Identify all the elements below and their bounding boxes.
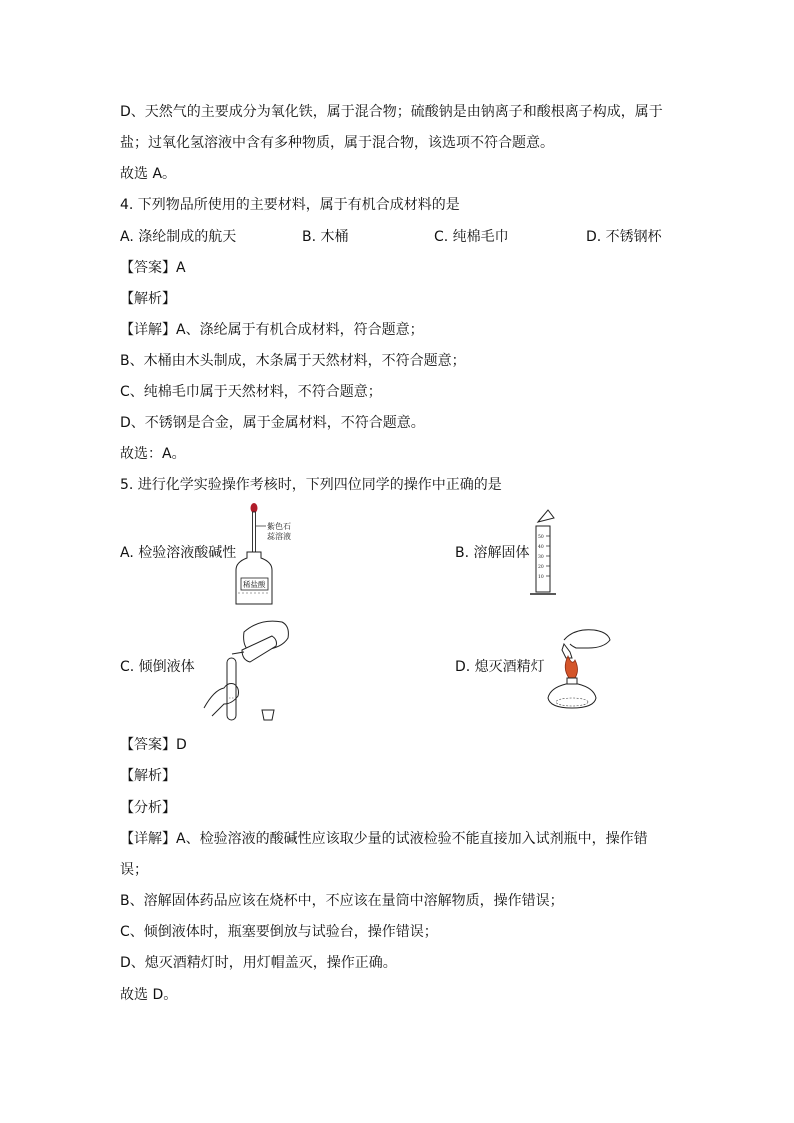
q4-option-d: D. 不锈钢杯 xyxy=(586,229,662,245)
lamp-cap xyxy=(562,644,572,658)
dropper-bottle-figure xyxy=(232,500,310,608)
bottle-stopper xyxy=(262,710,274,720)
q5-option-d: D. 熄灭酒精灯 xyxy=(455,659,545,675)
q3-final-choice: 故选 A。 xyxy=(120,166,177,182)
alcohol-lamp-figure xyxy=(544,626,612,714)
q4-detail-d: D、不锈钢是合金，属于金属材料，不符合题意。 xyxy=(120,415,425,431)
cyl-tick-50: 50 xyxy=(538,535,544,540)
cyl-tick-30: 30 xyxy=(538,555,544,560)
q5-detail-b: B、溶解固体药品应该在烧杯中，不应该在量筒中溶解物质，操作错误； xyxy=(120,893,564,909)
q5-detail-d: D、熄灭酒精灯时，用灯帽盖灭，操作正确。 xyxy=(120,955,397,971)
q5-final-choice: 故选 D。 xyxy=(120,987,178,1003)
dropper-label-1: 紫色石 xyxy=(267,522,291,531)
q5-detail-c: C、倾倒液体时，瓶塞要倒放与试验台，操作错误； xyxy=(120,924,438,940)
q5-detail-a-line2: 误； xyxy=(120,862,148,878)
q3-option-d-line2: 盐；过氧化氢溶液中含有多种物质，属于混合物，该选项不符合题意。 xyxy=(120,135,554,151)
q5-answer: 【答案】D xyxy=(120,737,187,753)
graduated-cylinder-figure xyxy=(528,508,562,598)
q4-stem: 4. 下列物品所使用的主要材料，属于有机合成材料的是 xyxy=(120,197,460,213)
dropper-label-2: 蕊溶液 xyxy=(267,532,291,541)
dropper-bulb xyxy=(251,503,258,513)
q4-option-a: A. 涤纶制成的航天 xyxy=(120,229,237,245)
solid-reagent-paper xyxy=(538,510,554,522)
cyl-tick-20: 20 xyxy=(538,565,544,570)
q5-option-b: B. 溶解固体 xyxy=(455,545,530,561)
q4-detail-c: C、纯棉毛巾属于天然材料，不符合题意； xyxy=(120,384,382,400)
cyl-tick-40: 40 xyxy=(538,545,544,550)
q5-analysis-title: 【解析】 xyxy=(120,768,176,784)
bottle-label: 稀盐酸 xyxy=(243,580,266,589)
extinguishing-hand xyxy=(564,630,610,648)
q4-option-c: C. 纯棉毛巾 xyxy=(434,229,509,245)
flame xyxy=(565,656,577,678)
q4-answer: 【答案】A xyxy=(120,260,186,276)
q5-stem: 5. 进行化学实验操作考核时，下列四位同学的操作中正确的是 xyxy=(120,477,502,493)
q4-option-b: B. 木桶 xyxy=(302,229,349,245)
q5-option-a: A. 检验溶液酸碱性 xyxy=(120,545,237,561)
lamp-body xyxy=(548,684,596,708)
pouring-liquid-figure xyxy=(198,612,298,724)
q5-analysis-sub: 【分析】 xyxy=(120,800,176,816)
cyl-tick-10: 10 xyxy=(538,575,544,580)
q3-option-d-line1: D、天然气的主要成分为氧化铁，属于混合物；硫酸钠是由钠离子和酸根离子构成，属于 xyxy=(120,104,663,120)
q4-detail-b: B、木桶由木头制成，木条属于天然材料，不符合题意； xyxy=(120,353,466,369)
q5-option-c: C. 倾倒液体 xyxy=(120,659,195,675)
test-tube xyxy=(227,658,236,720)
q4-detail-a: 【详解】A、涤纶属于有机合成材料，符合题意； xyxy=(120,322,424,338)
q4-analysis-title: 【解析】 xyxy=(120,291,176,307)
q5-detail-a-line1: 【详解】A、检验溶液的酸碱性应该取少量的试液检验不能直接加入试剂瓶中，操作错 xyxy=(120,831,648,847)
dropper-tube xyxy=(253,512,256,554)
q4-final-choice: 故选：A。 xyxy=(120,446,186,462)
